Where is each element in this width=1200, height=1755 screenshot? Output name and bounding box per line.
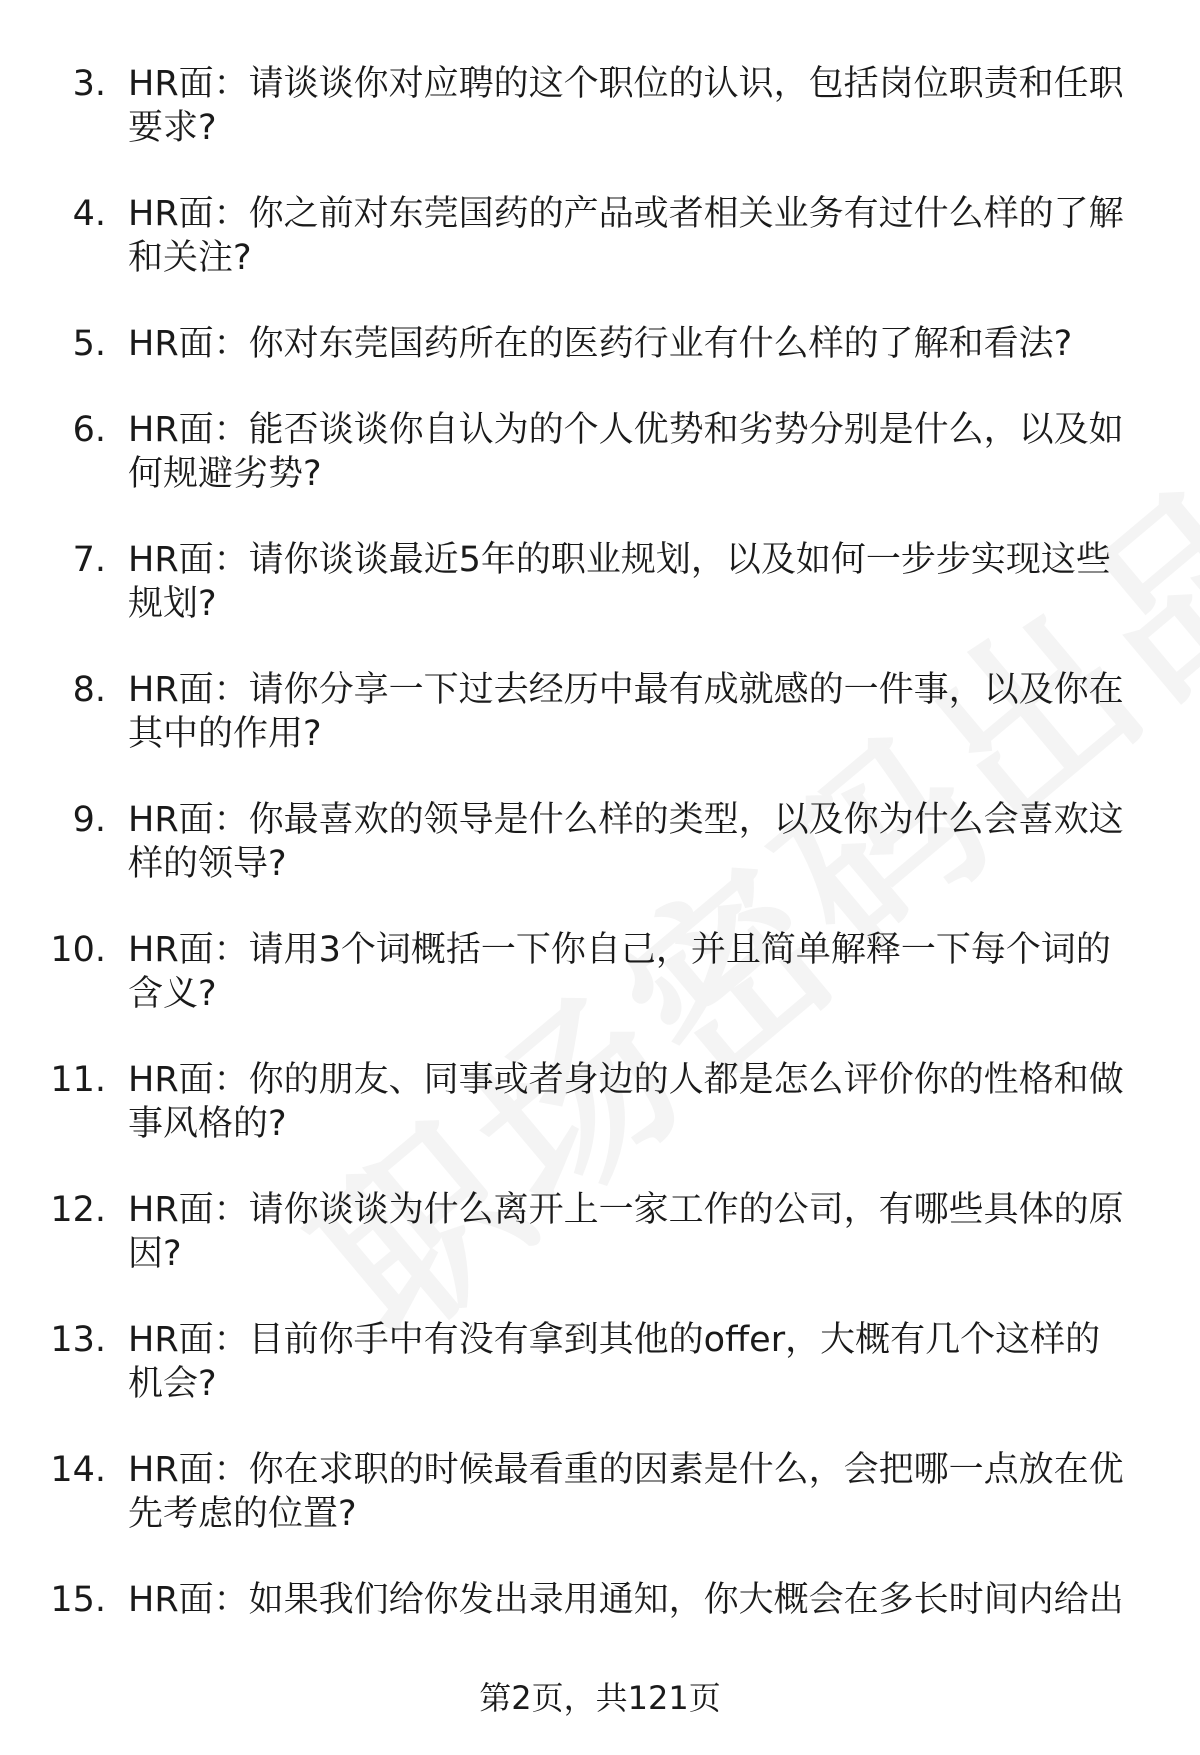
question-line: 因? [128,1234,182,1274]
question-line: 先考虑的位置? [128,1494,357,1534]
question-line: HR面：请谈谈你对应聘的这个职位的认识，包括岗位职责和任职 [128,64,1124,104]
question-number: 6. [72,410,106,450]
question-text [128,1318,1158,1406]
question-line: 其中的作用? [128,714,322,754]
question-item [0,1578,1200,1622]
question-line: 规划? [128,584,217,624]
question-number: 5. [72,324,106,364]
question-line: HR面：请你分享一下过去经历中最有成就感的一件事，以及你在 [128,670,1124,710]
question-number: 15. [50,1580,106,1620]
question-line: HR面：目前你手中有没有拿到其他的offer，大概有几个这样的 [128,1320,1101,1360]
question-text [128,798,1158,886]
question-number: 10. [50,930,106,970]
question-line: HR面：请用3个词概括一下你自己，并且简单解释一下每个词的 [128,930,1111,970]
question-text [128,192,1158,280]
question-line: HR面：如果我们给你发出录用通知，你大概会在多长时间内给出 [128,1580,1124,1620]
question-text [128,1058,1158,1146]
question-text [128,1188,1158,1276]
question-line: HR面：请你谈谈为什么离开上一家工作的公司，有哪些具体的原 [128,1190,1124,1230]
question-line: HR面：能否谈谈你自认为的个人优势和劣势分别是什么，以及如 [128,410,1124,450]
question-line: 和关注? [128,238,252,278]
question-list [0,62,1200,1622]
question-line: HR面：你在求职的时候最看重的因素是什么，会把哪一点放在优 [128,1450,1124,1490]
question-item [0,538,1200,626]
question-line: 何规避劣势? [128,454,322,494]
question-line: HR面：你对东莞国药所在的医药行业有什么样的了解和看法? [128,324,1073,364]
question-text [128,322,1158,366]
question-item [0,1058,1200,1146]
question-line: 要求? [128,108,217,148]
question-text [128,1448,1158,1536]
question-number: 11. [50,1060,106,1100]
question-item [0,928,1200,1016]
question-number: 12. [50,1190,106,1230]
question-item [0,1188,1200,1276]
question-text [128,928,1158,1016]
question-item [0,1318,1200,1406]
question-number: 3. [72,64,106,104]
question-text [128,408,1158,496]
question-number: 4. [72,194,106,234]
question-line: 样的领导? [128,844,287,884]
question-item [0,322,1200,366]
question-text [128,62,1158,150]
question-line: 事风格的? [128,1104,287,1144]
question-number: 8. [72,670,106,710]
question-number: 7. [72,540,106,580]
question-text [128,1578,1158,1622]
question-item [0,668,1200,756]
question-line: HR面：你之前对东莞国药的产品或者相关业务有过什么样的了解 [128,194,1124,234]
question-number: 14. [50,1450,106,1490]
question-line: HR面：请你谈谈最近5年的职业规划，以及如何一步步实现这些 [128,540,1111,580]
question-text [128,668,1158,756]
question-item [0,798,1200,886]
question-line: HR面：你最喜欢的领导是什么样的类型，以及你为什么会喜欢这 [128,800,1124,840]
question-text [128,538,1158,626]
question-item [0,62,1200,150]
page-number-footer: 第2页，共121页 [479,1679,721,1717]
question-item [0,408,1200,496]
question-number: 9. [72,800,106,840]
question-line: HR面：你的朋友、同事或者身边的人都是怎么评价你的性格和做 [128,1060,1124,1100]
question-line: 含义? [128,974,217,1014]
question-number: 13. [50,1320,106,1360]
question-item [0,1448,1200,1536]
question-line: 机会? [128,1364,217,1404]
question-item [0,192,1200,280]
